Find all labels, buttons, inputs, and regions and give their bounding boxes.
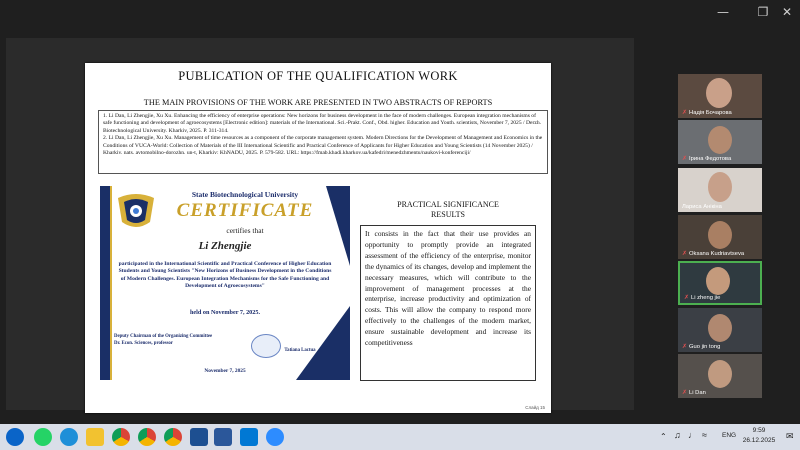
cert-signer-degree: Dr. Econ. Sciences, professor [114,341,173,346]
slide-number: Слайд 15 [525,405,545,410]
taskbar [0,424,800,450]
reference-2: 2. Li Dan, Li Zhengjie, Xu Xu. Management of time resources as a component of the corporate management system. Modern Directions for the Development of Management and Economics in the Conditions of VUCA-World: Collection of Materials of the III International Scientific and Practical Conference of Applicants for Higher Education and Young Scientists (14 November 2025) / Kharkiv. nats. avtomobilno-dorozhn. un-t, Kharkiv: KhNADU, 2025. P. 579-582. URL: https://fmab.khadi.kharkov.ua/kafedri/menedzhmentu/naukovi-konferenciji/ [103,135,543,157]
cert-recipient: Li Zhengjie [198,240,252,252]
tray-chevron-icon[interactable]: ⌃ [660,432,667,441]
university-emblem-icon [114,192,158,232]
file-explorer-icon[interactable] [86,428,104,446]
participant-tile[interactable] [678,308,762,352]
cert-corner-bottom [296,306,350,380]
mail-icon[interactable] [240,428,258,446]
window-titlebar [0,0,800,24]
mic-muted-icon: ✗ [682,344,688,350]
participant-tile[interactable] [678,168,762,212]
notification-bell-icon[interactable]: ✉ [786,431,794,441]
signature-stamp-icon [251,334,281,358]
cert-date: November 7, 2025 [204,368,246,374]
network-icon[interactable]: ≈ [702,430,707,440]
participant-tile[interactable] [678,215,762,259]
practical-significance-text: It consists in the fact that their use provides an opportunity to promptly provide an integrated assessment of the efficiency of the enterprise, monitor the dynamics of its changes, develop and implement the necessary measures, which will contribute to the improvement of management processes at the enterprise, increase productivity and optimization of costs. This will allow the company to respond more effectively to the challenges of the modern market, ensure sustainable development and increase its competitiveness [360,225,536,381]
participant-tile-active[interactable] [678,261,762,305]
presentation-slide [85,63,551,413]
clock-date[interactable]: 26.12.2025 [742,437,776,444]
cert-heading: CERTIFICATE [176,200,314,221]
participant-name: Oksana Kudriavtseva [689,251,745,257]
minimize-icon[interactable]: — [717,5,729,19]
participant-tile[interactable] [678,120,762,164]
practical-title-line2: RESULTS [431,210,465,219]
participant-name: Лариса Анікіна [682,204,722,210]
cert-university: State Biotechnological University [191,190,299,199]
mic-muted-icon: ✗ [682,156,688,162]
slide-title: PUBLICATION OF THE QUALIFICATION WORK [178,69,458,83]
cert-held: held on November 7, 2025. [189,309,260,316]
participant-name: Li zheng jie [691,295,721,301]
participant-gallery [678,48,762,426]
participant-name: Li Dan [689,390,706,396]
participant-name: Ірина Федотова [689,156,732,162]
mic-muted-icon: ✗ [684,295,690,301]
mic-muted-icon: ✗ [682,251,688,257]
participant-name: Guo jin tong [689,344,721,350]
certificate-image [100,186,350,380]
speaker-icon[interactable]: ♩ [688,430,697,440]
chrome-icon[interactable] [112,428,130,446]
whatsapp-icon[interactable] [34,428,52,446]
practical-significance-title [363,200,533,220]
participant-tile[interactable] [678,74,762,118]
microphone-icon[interactable]: ♫ [674,430,681,440]
references-box [98,110,548,174]
meeting-stage [0,24,800,424]
cert-signer-title: Deputy Chairman of the Organizing Committee [114,334,213,339]
restore-icon[interactable]: ❐ [757,5,769,19]
chrome-icon-3[interactable] [164,428,182,446]
close-icon[interactable]: ✕ [781,5,793,19]
cert-left-stripe [100,186,110,380]
video-app-icon[interactable] [190,428,208,446]
windows-start-icon[interactable] [6,428,24,446]
zoom-icon[interactable] [266,428,284,446]
cert-signer-name: Tatiana Lactua [284,348,316,353]
cert-certifies: certifies that [226,226,264,235]
mic-muted-icon: ✗ [682,110,688,116]
participant-tile[interactable] [678,354,762,398]
reference-1: 1. Li Dan, Li Zhengjie, Xu Xu. Enhancing the efficiency of enterprise operations: New horizons for business development in the face of modern challenges. European integration mechanisms of safe functioning and development of agroecosystems [Electronic edition]: materials of the International. Sci.-Prakt. Conf., Obd. higher. Education and Youth. scientists, November 7, 2025 / Derzh. Biotechnological University. Kharkiv, 2025. P. 311-314. [103,113,542,134]
slide-subtitle: THE MAIN PROVISIONS OF THE WORK ARE PRESENTED IN TWO ABSTRACTS OF REPORTS [143,98,493,107]
language-indicator[interactable]: ENG [722,432,737,439]
practical-title-line1: PRACTICAL SIGNIFICANCE [397,200,499,209]
cert-body: participated in the International Scientific and Practical Conference of Higher Education Students and Young Scientists "New Horizons of Business Development in the Conditions of Modern Challenges. European Integration Mechanisms for the Safe Functioning and Development of Agroecosystems" [118,261,332,290]
cert-left-gold [110,186,112,380]
edge-icon[interactable] [60,428,78,446]
mic-muted-icon: ✗ [682,390,688,396]
chrome-icon-2[interactable] [138,428,156,446]
participant-name: Надія Бочарова [689,110,732,116]
word-icon[interactable] [214,428,232,446]
clock-time[interactable]: 9:59 [752,427,766,434]
